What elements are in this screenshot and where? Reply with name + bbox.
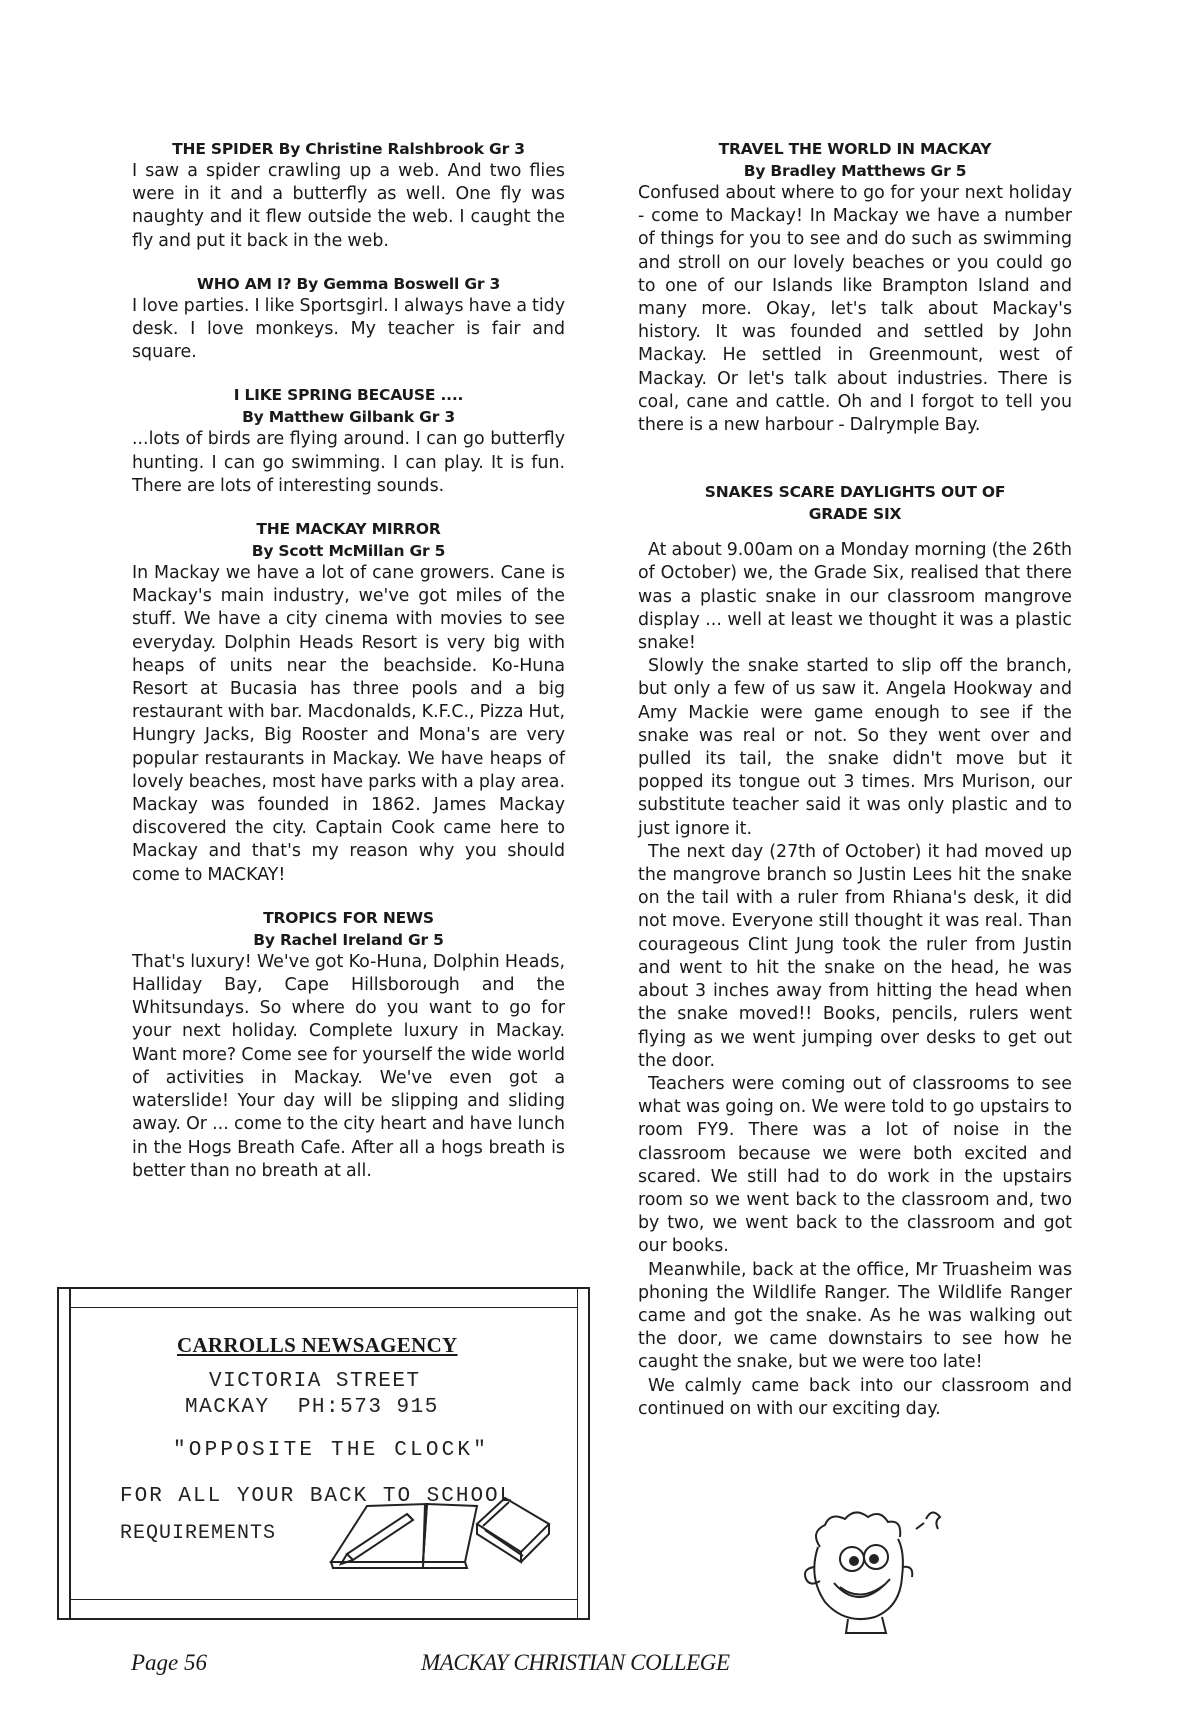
article-body: That's luxury! We've got Ko-Huna, Dolphin Heads, Halliday Bay, Cape Hillsborough and the Whitsundays. So where do you want to go for your next holiday. Complete luxury in Mackay. Want more? Come see for yourself the wide world of activities in Mackay. We've even got a waterslide! Your day will be slipping and sliding away. Or ... come to the city heart and have lunch in the Hogs Breath Cafe. After all a hogs breath is better than no breath at all. <box>132 951 565 1181</box>
article-snakes <box>638 481 1072 1421</box>
article-body: Confused about where to go for your next holiday - come to Mackay! In Mackay we have a number of things for you to see and do such as swimming and stroll on our lovely beaches or you could go to one of our Islands like Brampton Island and many more. Okay, let's talk about Mackay's history. It was founded and settled by John Mackay. He settled in Greenmount, west of Mackay. Or let's talk about industries. There is coal, cane and cattle. Oh and I forgot to tell you there is a new harbour - Dalrymple Bay. <box>638 183 1072 436</box>
ad-frame-line <box>69 1289 71 1618</box>
article-travel <box>638 138 1072 437</box>
article-title: WHO AM I? By Gemma Boswell Gr 3 <box>196 274 501 293</box>
article-byline: By Rachel Ireland Gr 5 <box>253 930 444 949</box>
paragraph: At about 9.00am on a Monday morning (the 26th of October) we, the Grade Six, realised that there was a plastic snake in our classroom mangrove display ... well at least we thought it was a plastic snake! <box>638 540 1072 654</box>
ad-street: VICTORIA STREET <box>209 1370 421 1393</box>
paragraph: The next day (27th of October) it had moved up the mangrove branch so Justin Lees hit the snake on the tail with a ruler from Rhiana's desk, it did not move. Everyone still thought it was real. Than courageous Clint Jung took the ruler from Justin and went to hit the snake on the head, he was about 3 inches away from hitting the head when the snake moved!! Books, pencils, rulers went flying as we went jumping over desks to get out the door. <box>638 841 1072 1071</box>
paragraph: Teachers were coming out of classrooms to see what was going on. We were told to go upstairs to room FY9. There was a lot of noise in the classroom because we were both excited and scared. We still had to do work in the upstairs room so we went back to the classroom and, two by two, we went back to the classroom and got our books. <box>638 1073 1072 1257</box>
ad-city-phone: MACKAY PH:573 915 <box>185 1396 439 1419</box>
ad-line2: REQUIREMENTS <box>120 1522 277 1545</box>
article-body: ...lots of birds are flying around. I can go butterfly hunting. I can go swimming. I can play. It is fun. There are lots of interesting sounds. <box>132 429 565 496</box>
article-spring <box>132 384 565 498</box>
article-title: THE SPIDER By Christine Ralshbrook Gr 3 <box>172 140 525 158</box>
ad-line1: FOR ALL YOUR BACK TO SCHOOL <box>120 1485 515 1508</box>
article-title: TRAVEL THE WORLD IN MACKAY <box>718 140 992 158</box>
article-body: I saw a spider crawling up a web. And two flies were in it and a butterfly as well. One fly was naughty and it flew outside the web. I caught the fly and put it back in the web. <box>132 161 565 251</box>
paragraph: Slowly the snake started to slip off the branch, but only a few of us saw it. Angela Hookway and Amy Mackie were game enough to see if the snake was real or not. So they went over and pulled its tail, the snake didn't move but it popped its tongue out 3 times. Mrs Murison, our substitute teacher said it was only plastic and to just ignore it. <box>638 656 1072 839</box>
ad-location: "OPPOSITE THE CLOCK" <box>173 1439 490 1462</box>
article-body: I love parties. I like Sportsgirl. I always have a tidy desk. I love monkeys. My teacher is fair and square. <box>132 295 565 363</box>
article-byline: By Scott McMillan Gr 5 <box>251 542 446 561</box>
article-spider <box>132 138 565 253</box>
paragraph: Meanwhile, back at the office, Mr Truasheim was phoning the Wildlife Ranger. The Wildlife Ranger came and got the snake. As he was walking out the door, we came downstairs to see how he caught the snake, but we were too late! <box>638 1259 1072 1373</box>
article-mackay-mirror <box>132 518 565 887</box>
cartoon-boy-icon <box>790 1507 950 1642</box>
article-title: TROPICS FOR NEWS <box>263 908 434 927</box>
article-body: In Mackay we have a lot of cane growers. Cane is Mackay's main industry, we've got miles of the stuff. We have a city cinema with movies to see everyday. Dolphin Heads Resort is very big with heaps of units near the beachside. Ko-Huna Resort at Bucasia has three pools and a big restaurant with bar. Macdonalds, K.F.C., Pizza Hut, Hungry Jacks, Big Rooster and Mona's are very popular restaurants in Mackay. We have heaps of lovely beaches, most have parks with a play area. Mackay was founded in 1862. James Mackay discovered the city. Captain Cook came here to Mackay and that's my reason why you should come to MACKAY! <box>132 563 565 885</box>
book-pencil-illustration <box>327 1484 557 1574</box>
page-number: Page 56 <box>131 1650 208 1675</box>
right-column <box>638 138 1072 1421</box>
paragraph: We calmly came back into our classroom and continued on with our exciting day. <box>638 1375 1072 1419</box>
article-title: THE MACKAY MIRROR <box>256 520 441 539</box>
article-title-line1: SNAKES SCARE DAYLIGHTS OUT OF <box>704 483 1006 502</box>
left-column <box>132 138 565 1183</box>
article-byline: By Bradley Matthews Gr 5 <box>743 162 967 180</box>
newsagency-advertisement <box>57 1287 590 1620</box>
article-who-am-i <box>132 273 565 365</box>
ad-frame-line <box>577 1289 579 1618</box>
article-title-line2: GRADE SIX <box>808 505 902 524</box>
article-title: I LIKE SPRING BECAUSE .... <box>233 386 464 405</box>
article-body <box>638 539 1072 1421</box>
article-byline: By Matthew Gilbank Gr 3 <box>242 408 455 427</box>
ad-business-name: CARROLLS NEWSAGENCY <box>177 1333 458 1357</box>
article-tropics <box>132 907 565 1183</box>
school-name: MACKAY CHRISTIAN COLLEGE <box>421 1650 730 1675</box>
